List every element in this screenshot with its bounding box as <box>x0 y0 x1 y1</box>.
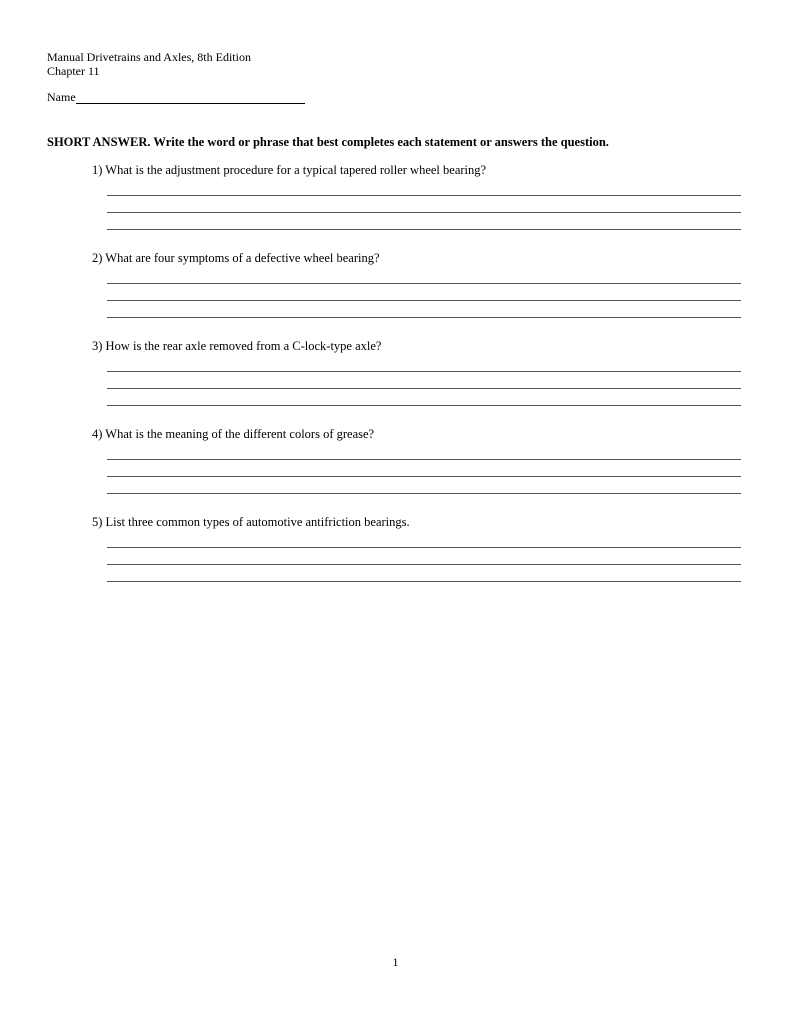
answer-line[interactable] <box>107 300 741 301</box>
answer-line[interactable] <box>107 283 741 284</box>
instructions: SHORT ANSWER. Write the word or phrase that best completes each statement or answers the question. <box>47 135 609 149</box>
question-3: 3) How is the rear axle removed from a C-lock-type axle? <box>92 339 382 353</box>
answer-line[interactable] <box>107 212 741 213</box>
answer-line[interactable] <box>107 317 741 318</box>
answer-line[interactable] <box>107 547 741 548</box>
question-2: 2) What are four symptoms of a defective wheel bearing? <box>92 251 380 265</box>
book-title: Manual Drivetrains and Axles, 8th Edition <box>47 50 251 64</box>
answer-line[interactable] <box>107 564 741 565</box>
answer-line[interactable] <box>107 195 741 196</box>
name-field <box>47 90 305 104</box>
answer-line[interactable] <box>107 229 741 230</box>
name-blank-line[interactable] <box>76 92 305 104</box>
answer-line[interactable] <box>107 476 741 477</box>
answer-line[interactable] <box>107 405 741 406</box>
question-1: 1) What is the adjustment procedure for a typical tapered roller wheel bearing? <box>92 163 487 177</box>
question-4: 4) What is the meaning of the different colors of grease? <box>92 427 375 441</box>
answer-line[interactable] <box>107 581 741 582</box>
name-label: Name <box>47 90 76 104</box>
answer-line[interactable] <box>107 388 741 389</box>
answer-line[interactable] <box>107 371 741 372</box>
question-5: 5) List three common types of automotive antifriction bearings. <box>92 515 410 529</box>
answer-line[interactable] <box>107 493 741 494</box>
chapter-label: Chapter 11 <box>47 64 100 78</box>
answer-line[interactable] <box>107 459 741 460</box>
page-number: 1 <box>392 955 399 969</box>
